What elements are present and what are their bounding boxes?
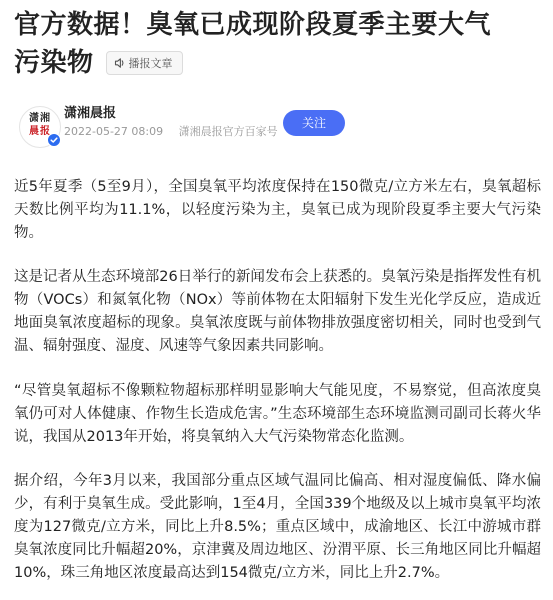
article-paragraph-4: 据介绍，今年3月以来，我国部分重点区域气温同比偏高、相对湿度偏低、降水偏少，有利于臭氧生成。受此影响，1至4月，全国339个地级及以上城市臭氧平均浓度为127微克/立方米，同比上升8.5%；重点区域中，成渝地区、长江中游城市群臭氧浓度同比升幅超20%，京津冀及周边地区、汾渭平原、长三角地区同比升幅超10%，珠三角地区浓度最高达到154微克/立方米，同比上升2.7%。 xyxy=(14,473,541,581)
title-row-2 xyxy=(14,44,183,82)
author-bar xyxy=(14,101,539,147)
publish-datetime: 2022-05-27 08:09 xyxy=(64,125,164,138)
follow-button[interactable]: 关注 xyxy=(283,110,345,136)
article-paragraph-2: 这是记者从生态环境部26日举行的新闻发布会上获悉的。臭氧污染是指挥发性有机物（VOCs）和氮氧化物（NOx）等前体物在太阳辐射下发生光化学反应，造成近地面臭氧浓度超标的现象。臭氧浓度既与前体物排放强度密切相关，同时也受到气温、辐射强度、湿度、风速等气象因素共同影响。 xyxy=(14,269,541,354)
verified-badge-icon xyxy=(47,133,61,147)
speaker-icon xyxy=(114,57,126,69)
author-name[interactable]: 潇湘晨报 xyxy=(64,106,117,121)
avatar-text-top: 潇湘 xyxy=(29,113,51,124)
tts-button[interactable] xyxy=(106,51,183,75)
article-paragraph-1: 近5年夏季（5至9月），全国臭氧平均浓度保持在150微克/立方米左右，臭氧超标天数比例平均为11.1%，以轻度污染为主，臭氧已成为现阶段夏季主要大气污染物。 xyxy=(14,179,541,241)
author-source: 潇湘晨报官方百家号 xyxy=(178,125,278,138)
avatar-text-bottom: 晨报 xyxy=(29,126,51,137)
author-meta xyxy=(64,125,278,139)
article-title-continued: 污染物 xyxy=(14,48,94,78)
article-paragraph-3: “尽管臭氧超标不像颗粒物超标那样明显影响大气能见度，不易察觉，但高浓度臭氧仍可对人体健康、作物生长造成危害。”生态环境部生态环境监测司副司长蒋火华说，我国从2013年开始，将臭氧纳入大气污染物常态化监测。 xyxy=(14,383,541,445)
tts-label: 播报文章 xyxy=(128,57,173,70)
article-title: 官方数据！臭氧已成现阶段夏季主要大气 xyxy=(14,10,492,40)
